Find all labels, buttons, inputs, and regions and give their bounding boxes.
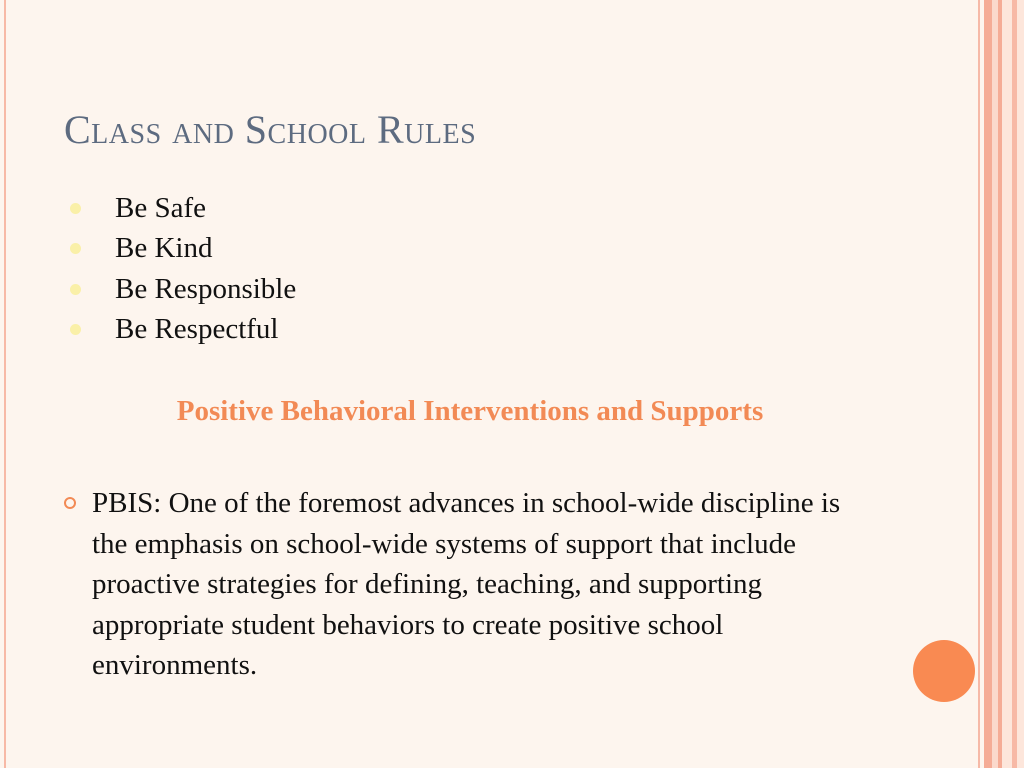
right-stripe (1002, 0, 1012, 768)
right-stripe (978, 0, 980, 768)
rule-text: Be Responsible (115, 272, 297, 305)
bullet-dot-icon (70, 243, 81, 254)
rule-text: Be Respectful (115, 313, 279, 346)
rule-item (70, 188, 296, 229)
slide-title: Class and School Rules (64, 107, 477, 152)
rule-item (70, 310, 296, 351)
pbis-paragraph (64, 483, 864, 686)
pbis-heading: Positive Behavioral Interventions and Supports (176, 395, 764, 427)
right-stripe (984, 0, 992, 768)
rule-text: Be Safe (115, 191, 206, 224)
rule-text: Be Kind (115, 232, 213, 265)
rule-item (70, 229, 296, 270)
bullet-dot-icon (70, 284, 81, 295)
bullet-dot-icon (70, 203, 81, 214)
decorative-circle (913, 640, 975, 702)
rules-list (70, 188, 296, 350)
bullet-dot-icon (70, 324, 81, 335)
right-stripe (1017, 0, 1024, 768)
rule-item (70, 269, 296, 310)
bullet-ring-icon (64, 497, 76, 509)
pbis-description: PBIS: One of the foremost advances in school-wide discipline is the emphasis on school-wide systems of support that include proactive strategies for defining, teaching, and supporting appropriate student behaviors to create positive school environments. (92, 487, 841, 681)
left-border-line (4, 0, 6, 768)
